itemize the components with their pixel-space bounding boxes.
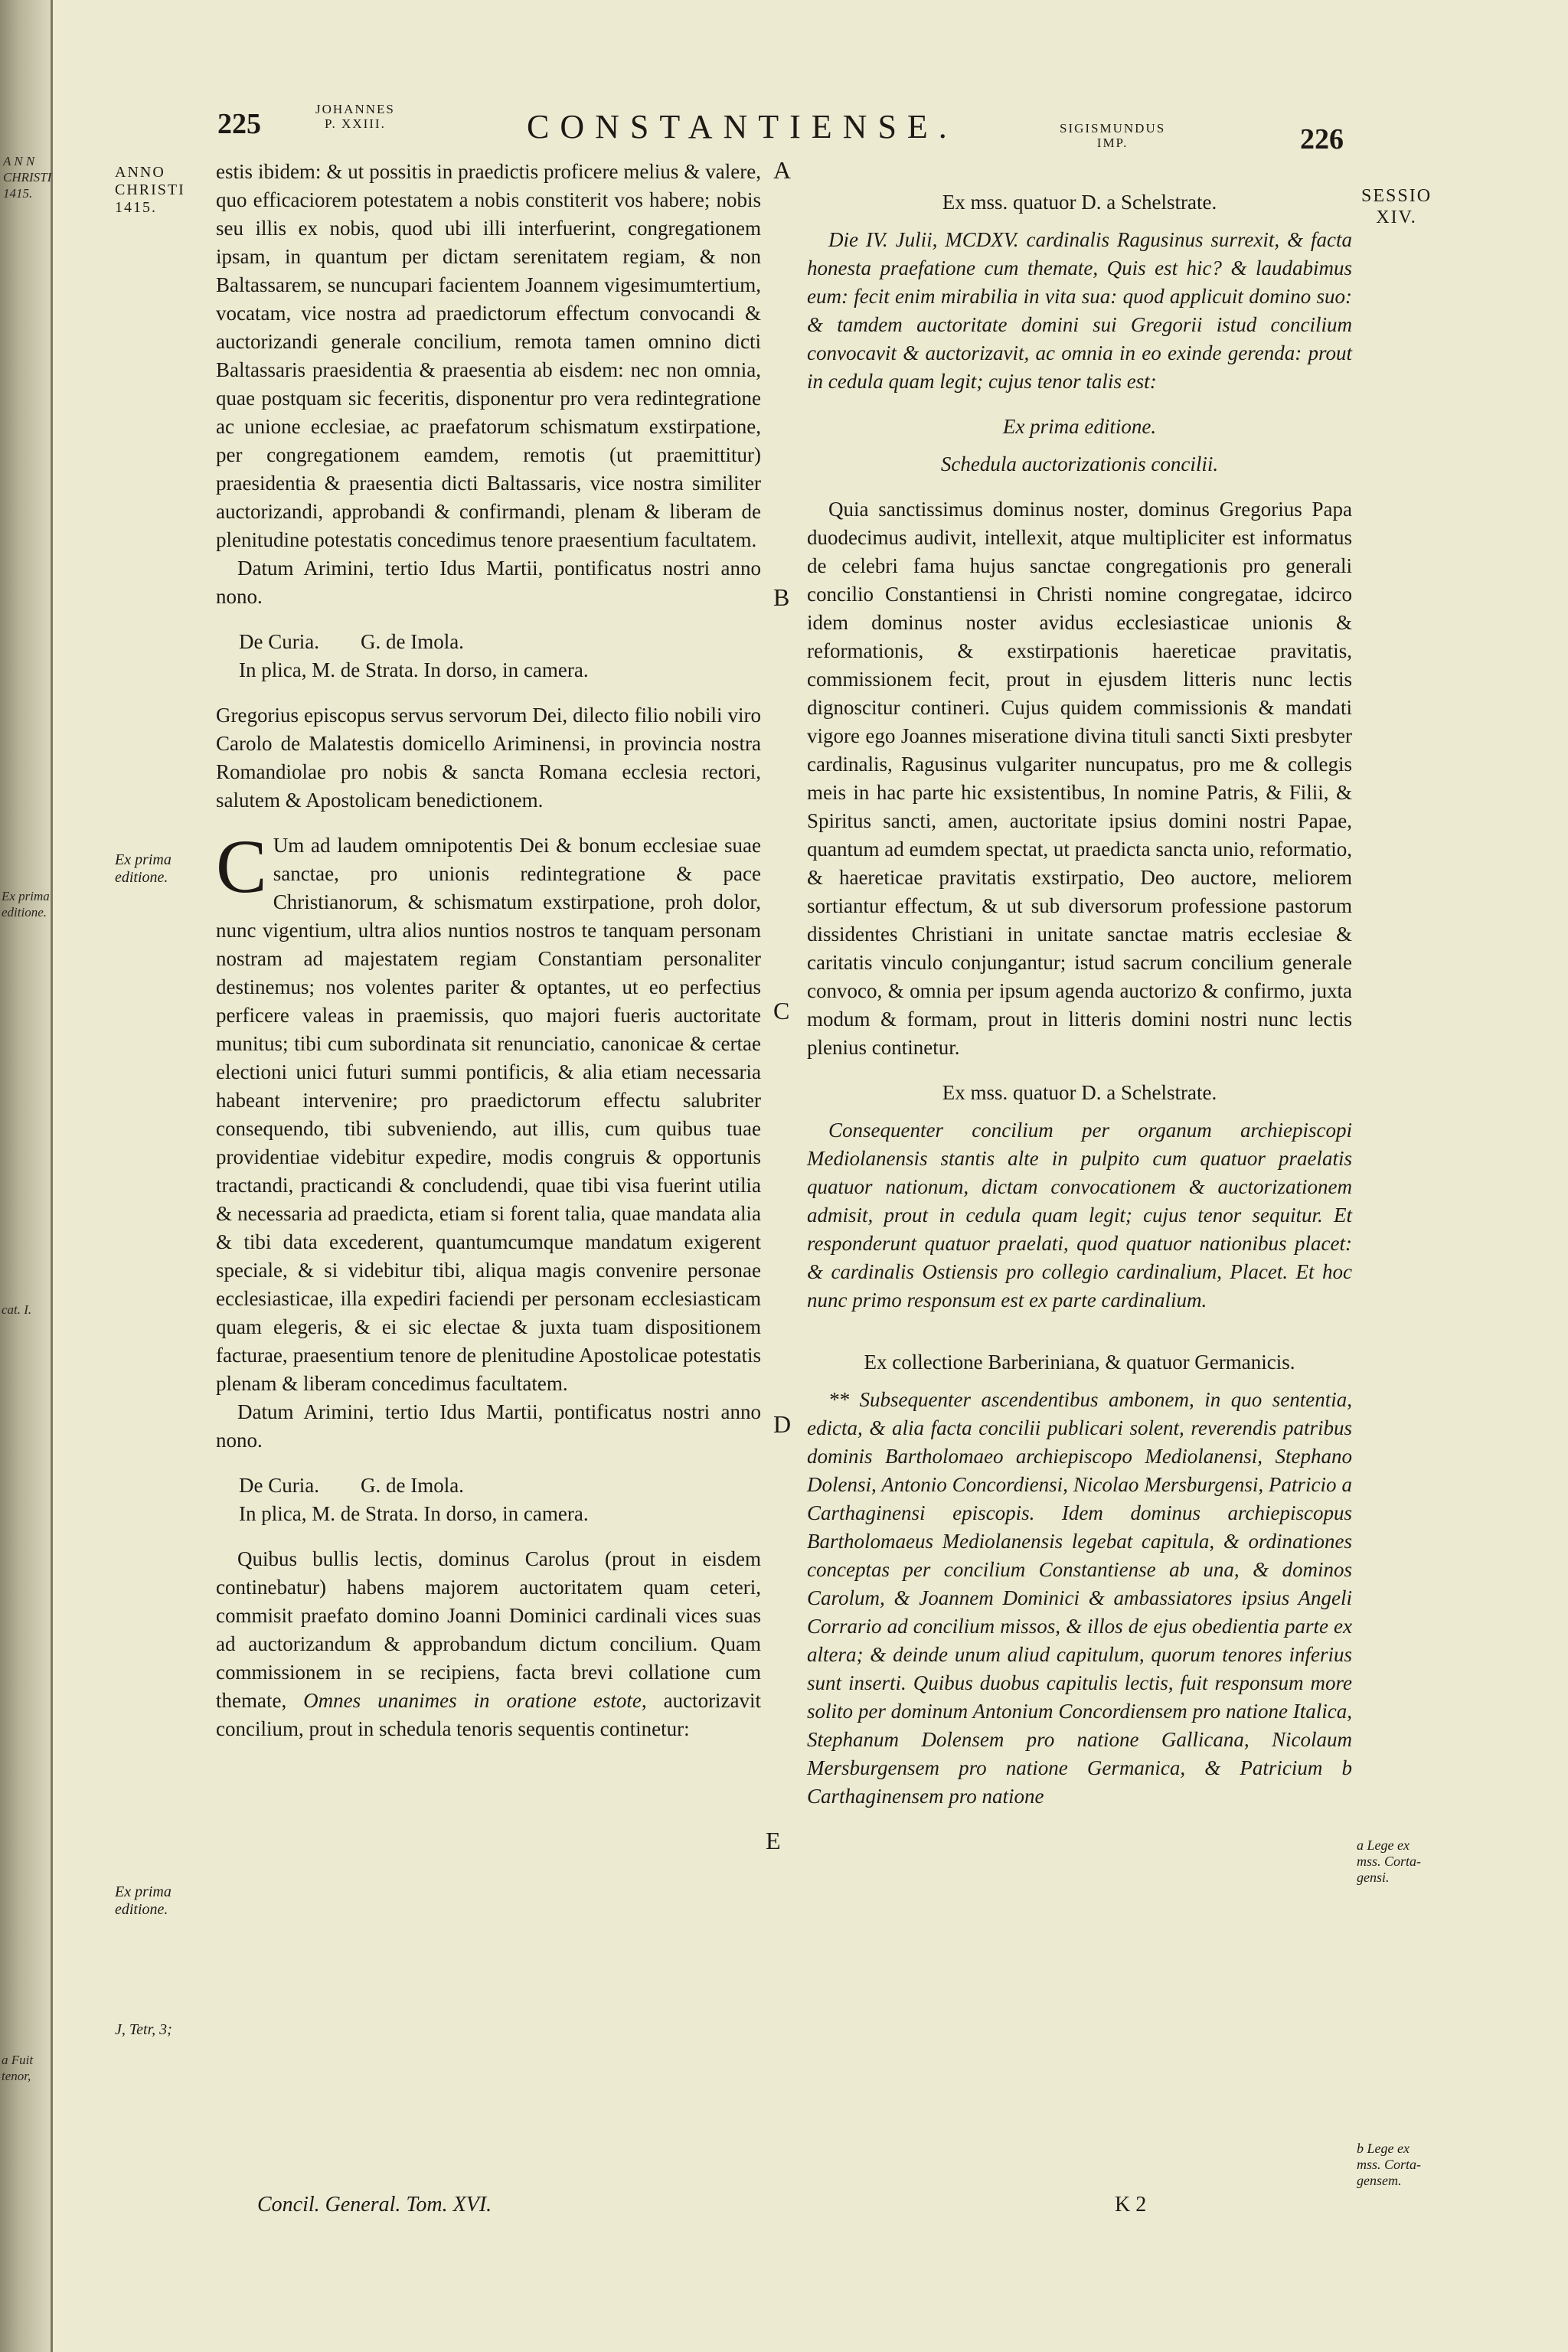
left-paragraph-4: Quibus bullis lectis, dominus Carolus (prout in eisdem continebatur) habens majorem auctoritatem quam ceteri, commisit praefato domino Joanni Dominici cardinali vices suas ad auctorizandum & approbandum dictum concilium. Quam commissionem in se recipiens, facta brevi collatione cum themate, Omnes unanimes in oratione estote, auctorizavit concilium, prout in schedula tenoris sequentis continetur: — [216, 1547, 762, 1740]
left-date-2: Datum Arimini, tertio Idus Martii, pontificatus nostri anno nono. — [216, 1400, 761, 1452]
gutter-stub-fuit: a Fuit tenor, — [2, 2053, 34, 2083]
page-number-right: 226 — [1300, 123, 1344, 155]
right-heading-schelstrate-1: Ex mss. quatuor D. a Schelstrate. — [942, 191, 1217, 214]
drop-cap-c: C — [216, 824, 267, 909]
section-letter-e: E — [766, 1827, 781, 1854]
left-column — [216, 158, 761, 1743]
right-heading-schedula: Schedula auctorizationis concilii. — [940, 452, 1219, 475]
page-number-left: 225 — [217, 108, 261, 140]
right-heading-barberiniana: Ex collectione Barberiniana, & quatuor Germanicis. — [864, 1351, 1295, 1374]
gutter-edge-line — [51, 0, 53, 2352]
right-paragraph-2: Quia sanctissimus dominus noster, dominus Gregorius Papa duodecimus audivit, intellexit, atque multipliciter est informatus de celebri fama hujus sanctae congregationis pro generali concilio Constantiensi in Christi nomine congregatae, idcirco idem dominus noster avidus ecclesiasticae unionis & reformationis, & exstirpationis haereticae pravitatis, commissionem fecit, prout in ejusdem litteris nunc lectis dignoscitur contineri. Cujus quidem commissionis & mandati vigore ego Joannes miseratione divina tituli sancti Sixti presbyter cardinalis, Ragusinus vulgariter nuncupatus, pro me & collegis meis in hac parte hic exsistentibus, In nomine Patris, & Filii, & Spiritus sancti, amen, auctoritate ipsius domini nostri Papae, quantum ad eumdem spectat, ut praedicta sancta unio, reformatio, & haereticae pravitatis exstirpatio, Deo auctore, meliorem sortiantur effectum, & ut sub diversorum professione pastorum dissidentes Christiani in unitate sanctae matris ecclesiae & caritatis vinculo conjungantur; istud sacrum concilium generale convoco, & omnia per ipsum agenda auctorizo & confirmo, juxta modum & formam, prout in litteris domini nostri nunc lectis plenius continetur. — [807, 498, 1352, 1059]
margin-session: SESSIO XIV. — [1361, 186, 1432, 227]
section-letter-c: C — [773, 997, 790, 1024]
left-signature-1b: In plica, M. de Strata. In dorso, in camera. — [239, 658, 589, 681]
left-footer-volume: Concil. General. Tom. XVI. — [257, 2193, 492, 2216]
right-paragraph-4: ** Subsequenter ascendentibus ambonem, in quo sententia, edicta, & alia facta concilii publicari solent, reverendis patribus dominis Bartholomaeo archiepiscopo Mediolanensi, Stephano Dolensi, Antonio Concordiensi, Nicolao Mersburgensi, Patricio a Carthaginensi episcopis. Idem dominus archiepiscopus Bartholomaeus Mediolanensis legebat capitula, & ordinationes conceptas per concilium Constantiense ab una, & dominos Carolum, & Joannem Dominici & ambassiatores ipsius Angeli Corrario ad concilium missos, & illos de ejus obedientia parte ex altera; & deinde unum aliud capitulum, quorum tenores inferius sunt inserti. Quibus duobus capitulis lectis, fuit responsum more solito per dominum Antonium Concordiensem pro natione Italica, Stephanum Dolensem pro natione Gallicana, Nicolaum Mersburgensem pro natione Germanica, & Patricium b Carthaginensem pro natione — [807, 1388, 1352, 1808]
left-paragraph-3: C Um ad laudem omnipotentis Dei & bonum ecclesiae suae sanctae, pro unionis redintegratione & pace Christianorum, & schismatum exstirpatione, proh dolor, nunc vigentium, ultra alios nuntios nostros te tanquam personam nostram ad majestatem regiam Constantiam personaliter destinemus; nos volentes pariter & optantes, ut eo perfectius perficere valeas in praemissis, quo majori fueris auctoritate munitus; tibi cum subordinata sit renunciatio, canonicae & certae electioni unici futuri summi pontificis, & alia etiam necessaria habeant intervenire; pro praedictorum effectu salubriter consequendo, tibi subveniendo, aut illis, cum quibus tuae providentiae videbitur expedire, modis congruis & opportunis tractandi, practicandi & concludendi, quae tibi visa fuerint utilia & necessaria ad praedicta, etiam si forent talia, quae mandata alia & tibi data excederent, quantumcumque mandatum exigerent speciale, & si videbitur tibi, aliqua magis convenire personae ecclesiasticae, illa expediri faciendi per personam ecclesiasticam quam elegeris, & ei sic electae & juxta tuam dispositionem facturae, praesentium tenore de plenitudine Apostolicae potestatis plenam & liberam concedimus facultatem. — [216, 824, 761, 1395]
section-letter-b: B — [773, 583, 790, 611]
right-paragraph-3: Consequenter concilium per organum archiepiscopi Mediolanensis stantis alte in pulpito cum quatuor praelatis quatuor nationum, dictam convocationem & auctorizationem admisit, prout in cedula quam legit; cujus tenor sequitur. Et responderunt quatuor praelati, quod quatuor nationibus placet: & cardinalis Ostiensis pro collegio cardinalium, Placet. Et hoc nunc primo responsum est ex parte cardinalium. — [807, 1119, 1352, 1312]
gutter-stub-cat: cat. I. — [2, 1302, 32, 1317]
right-heading-ex-prima: Ex prima editione. — [1002, 415, 1157, 438]
gutter-stub-anno: A N N CHRISTI 1415. — [3, 154, 52, 201]
margin-note-tetr: J, Tetr, 3; — [115, 2021, 172, 2038]
signature-mark: K 2 — [1115, 2193, 1147, 2216]
right-heading-schelstrate-2: Ex mss. quatuor D. a Schelstrate. — [942, 1081, 1217, 1104]
ruler-right: SIGISMUNDUS IMP. — [1060, 121, 1166, 150]
left-paragraph-1: estis ibidem: & ut possitis in praedictis proficere melius & valere, quo efficaciorem potestatem a nobis constiterit vos habere; nobis seu illis ex nobis, quod ubi illi interfuerint, congregationem ipsam, in quantum per dictam serenitatem regiam, & non Baltassarem, se nuncupari facientem Joannem vigesimumtertium, vocatam, vice nostra ad praedictorum effectum convocandi & auctorizandi generale concilium, remota tamen omnino dicti Baltassaris praesidentia & praesentia ab eisdem: nec non omnia, quae postquam sic feceritis, disponentur pro vera redintegratione ac unione ecclesiae, ac praefatorum schismatum exstirpatione, per congregationem eamdem, remotis (ut praemittitur) praesidentia & praesentia dicti Baltassaris, vice nostra similiter auctorizandi, approbandi & confirmandi, plenam & liberam de plenitudine potestatis concedimus tenore praesentium facultatem. — [216, 160, 761, 551]
left-signature-2b: In plica, M. de Strata. In dorso, in camera. — [239, 1502, 589, 1525]
left-signature-1a: De Curia. G. de Imola. — [239, 630, 464, 653]
gutter-stub-note: Ex prima editione. — [2, 889, 50, 920]
margin-anno-christi: ANNO CHRISTI 1415. — [115, 164, 185, 216]
section-letter-a: A — [773, 156, 792, 184]
left-signature-2a: De Curia. G. de Imola. — [239, 1474, 464, 1497]
ruler-left: JOHANNES P. XXIII. — [315, 102, 395, 131]
running-head: CONSTANTIENSE. — [527, 108, 958, 145]
margin-note-ex-prima-2: Ex prima editione. — [115, 1883, 172, 1918]
section-letter-d: D — [773, 1410, 792, 1438]
binding-gutter — [0, 0, 51, 2352]
left-paragraph-2: Gregorius episcopus servus servorum Dei, dilecto filio nobili viro Carolo de Malatestis domicello Ariminensi, in provincia nostra Romandiolae pro nobis & sancta Romana ecclesia rectori, salutem & Apostolicam benedictionem. — [216, 704, 761, 812]
right-paragraph-1: Die IV. Julii, MCDXV. cardinalis Ragusinus surrexit, & facta honesta praefatione cum themate, Quis est hic? & laudabimus eum: fecit enim mirabilia in vita sua: quod applicuit domino suo: & tamdem auctoritate domini sui Gregorii istud concilium convocavit & auctorizavit, ac omnia in eo exinde gerenda: prout in cedula quam legit; cujus tenor talis est: — [807, 228, 1352, 393]
left-date-1: Datum Arimini, tertio Idus Martii, pontificatus nostri anno nono. — [216, 557, 761, 608]
margin-note-ex-prima-1: Ex prima editione. — [115, 851, 172, 886]
margin-note-a: a Lege ex mss. Corta- gensi. — [1357, 1838, 1422, 1885]
margin-note-b: b Lege ex mss. Corta- gensem. — [1357, 2141, 1422, 2188]
right-column — [807, 188, 1352, 1811]
